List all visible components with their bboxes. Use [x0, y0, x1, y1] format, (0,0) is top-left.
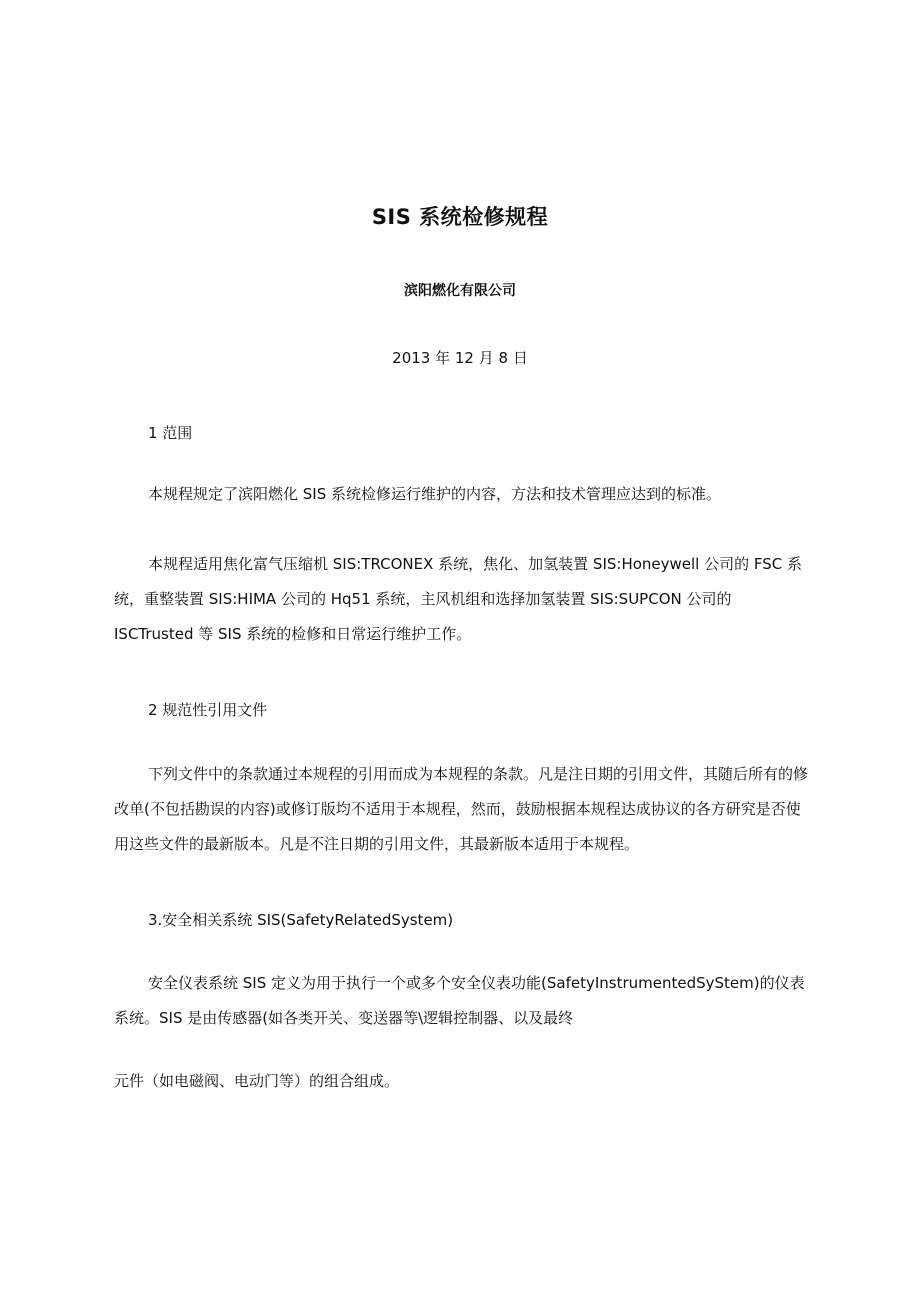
- section-1-paragraph-applicability: 本规程适用焦化富气压缩机 SIS:TRCONEX 系统，焦化、加氢装置 SIS:Honeywell 公司的 FSC 系统，重整装置 SIS:HIMA 公司的 Hq51 系统，主风机组和选择加氢装置 SIS:SUPCON 公司的 ISCTrusted 等 SIS 系统的检修和日常运行维护工作。: [114, 555, 803, 643]
- document-date: 2013 年 12 月 8 日: [392, 349, 528, 367]
- section-2-paragraph: 下列文件中的条款通过本规程的引用而成为本规程的条款。凡是注日期的引用文件，其随后所有的修改单(不包括勘误的内容)或修订版均不适用于本规程，然而，鼓励根据本规程达成协议的各方研究是否使用这些文件的最新版本。凡是不注日期的引用文件，其最新版本适用于本规程。: [114, 765, 809, 853]
- section-1-heading: 1 范围: [148, 424, 193, 442]
- company-name: 滨阳燃化有限公司: [404, 283, 516, 299]
- section-3-heading: 3.安全相关系统 SIS(SafetyRelatedSystem): [148, 911, 454, 929]
- section-3-paragraph-continuation: 元件（如电磁阀、电动门等）的组合组成。: [114, 1072, 400, 1090]
- document-title: SIS 系统检修规程: [371, 205, 549, 229]
- section-1-paragraph-scope: 本规程规定了滨阳燃化 SIS 系统检修运行维护的内容，方法和技术管理应达到的标准。: [148, 485, 722, 503]
- section-3-paragraph: 安全仪表系统 SIS 定义为用于执行一个或多个安全仪表功能(SafetyInstrumentedSyStem)的仪表系统。SIS 是由传感器(如各类开关、变送器等\逻辑控制器、以及最终: [114, 974, 805, 1027]
- section-2-heading: 2 规范性引用文件: [148, 701, 268, 719]
